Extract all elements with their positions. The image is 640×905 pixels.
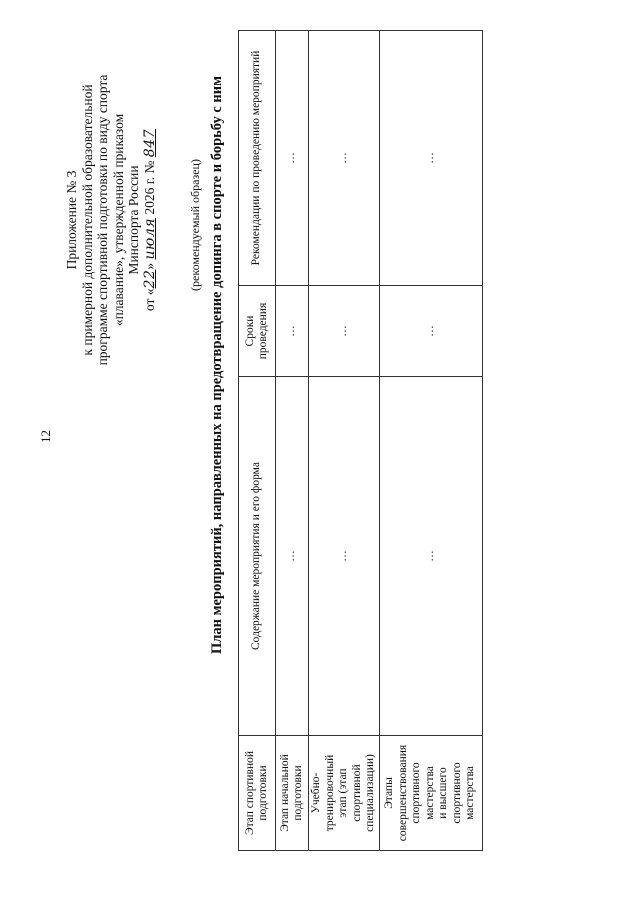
order-prefix: от « — [141, 288, 157, 312]
recommendations-cell: … — [379, 31, 482, 286]
dates-cell: … — [309, 286, 380, 377]
document-title: План мероприятий, направленных на предотвращение допинга в спорте и борьбу с ним — [209, 75, 225, 655]
content-cell: … — [379, 377, 482, 736]
order-day: 22 — [141, 269, 158, 289]
order-year: 2026 г. № — [141, 160, 157, 215]
order-mid: » — [141, 262, 157, 270]
dates-cell: … — [379, 286, 482, 377]
recommendations-cell: … — [276, 31, 309, 286]
appendix-line-3: программе спортивной подготовки по виду спорта — [95, 74, 110, 366]
sample-note: (рекомендуемый образец) — [188, 159, 202, 291]
header-dates: Сроки проведения — [239, 286, 276, 377]
recommendations-cell: … — [309, 31, 380, 286]
appendix-line-2: к примерной дополнительной образовательной — [79, 84, 95, 356]
page-number: 12 — [38, 430, 53, 443]
table-row — [379, 31, 482, 851]
appendix-line-1: Приложение № 3 — [64, 170, 79, 270]
content-cell: … — [276, 377, 309, 736]
header-content: Содержание мероприятия и его форма — [239, 377, 276, 736]
appendix-line-4: «плавание», утвержденной приказом — [110, 113, 126, 327]
stage-cell: Учебно- тренировочный этап (этап спортивной специализации) — [309, 736, 380, 851]
dates-cell: … — [276, 286, 309, 377]
plan-table — [238, 30, 483, 851]
order-number: 847 — [141, 128, 158, 158]
content-cell: … — [309, 377, 380, 736]
header-recommendations: Рекомендации по проведению мероприятий — [239, 31, 276, 286]
appendix-header — [64, 35, 158, 405]
table-row — [309, 31, 380, 851]
order-line — [142, 35, 159, 405]
stage-cell: Этапы совершенствования спортивного мастерства и высшего спортивного мастерства — [379, 736, 482, 851]
table-row — [276, 31, 309, 851]
table-header-row — [239, 31, 276, 851]
order-month: июля — [141, 217, 158, 260]
appendix-line-5: Минспорта России — [126, 165, 141, 275]
stage-cell: Этап начальной подготовки — [276, 736, 309, 851]
header-stage: Этап спортивной подготовки — [239, 736, 276, 851]
